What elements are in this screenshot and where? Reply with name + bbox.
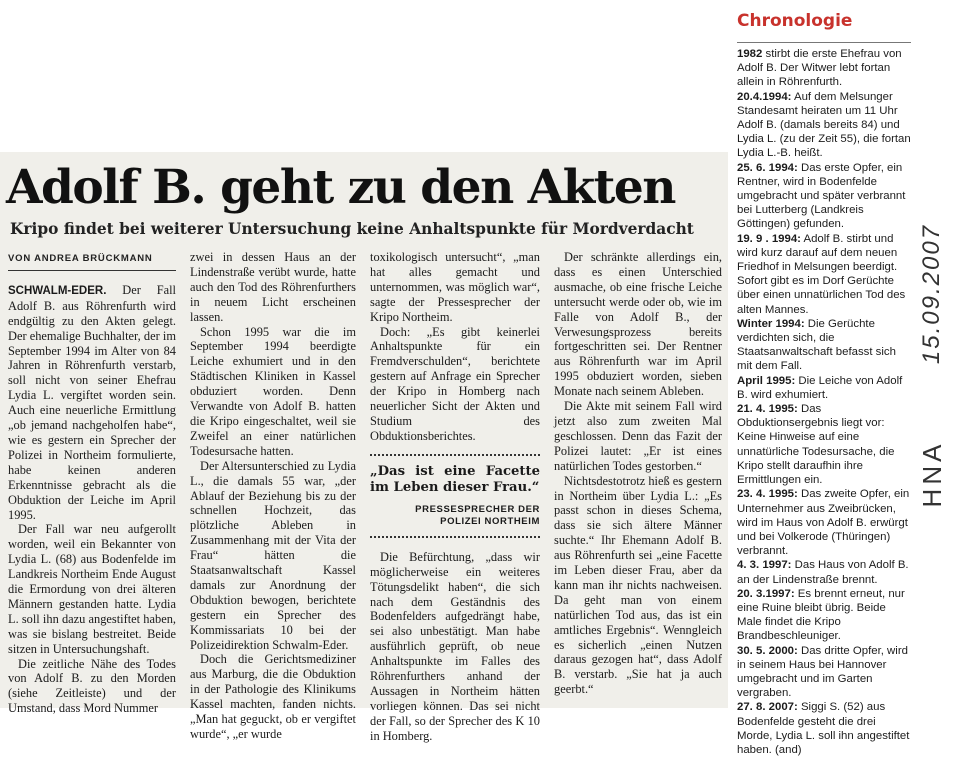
chronology-date: 4. 3. 1997: [737, 559, 792, 572]
chronology-item [733, 700, 911, 757]
chronology-date: 25. 6. 1994: [737, 161, 798, 174]
chronology-text: Das erste Opfer, ein Rentner, wird in Bodenfelde umgebracht und später verbrannt bei Lutterberg (Landkreis Göttingen) gefunden. [737, 161, 906, 231]
chronology-sidebar [733, 0, 911, 756]
paragraph: Doch: „Es gibt keinerlei Anhaltspunkte für ein Fremdverschulden“, berichtete gestern auf Anfrage ein Sprecher der Kripo in Homberg nach neuerlicher Sicht der Akten und Studium des Obduktionsberichtes. [370, 324, 540, 443]
chronology-text: Das dritte Opfer, wird in seinem Haus bei Hannover umgebracht und im Garten vergraben. [737, 644, 908, 700]
chronology-text: Das Obduktionsergebnis liegt vor: Keine Hinweise auf eine unnatürliche Todesursache, die Kripo stellt daraufhin ihre Ermittlungen ein. [737, 403, 895, 487]
handwritten-date: 15.09.2007 [918, 223, 945, 365]
dateline: SCHWALM-EDER. [8, 284, 107, 297]
chronology-date: 1982 [737, 48, 763, 60]
divider [737, 32, 911, 43]
chronology-text: Auf dem Melsunger Standesamt heiraten um 11 Uhr Adolf B. (damals bereits 84) und Lydia L. (zu der Zeit 55), die fortan Lydia L.-B. heißt. [737, 90, 911, 160]
chronology-item [733, 402, 911, 487]
chronology-date: Winter 1994: [737, 317, 805, 330]
paragraph: Der Altersunterschied zu Lydia L., die damals 55 war, „der Ablauf der Beziehung bis zu der schnellen Hochzeit, das plötzliche Ableben in Zusammenhang mit der Vita der Frau“ hätten die Staatsanwaltschaft Kassel damals zur Anordnung der Obduktion bewogen, berichtete gestern ein Sprecher des Kommissariats 10 bei der Polizeidirektion Schwalm-Eder. [190, 458, 356, 652]
handwritten-source: HNA [917, 440, 947, 508]
chronology-text: stirbt die erste Ehefrau von Adolf B. Der Witwer lebt fortan allein in Röhrenfurth. [737, 48, 902, 89]
chronology-date: 27. 8. 2007: [737, 701, 798, 714]
pull-quote-source: PRESSESPRECHER DER POLIZEI NORTHEIM [370, 504, 540, 538]
paragraph: Nichtsdestotrotz hieß es gestern in Northeim über Lydia L.: „Es passt schon in dieses Schema, dass sie sich ältere Männer suchte.“ Ihr Ehemann Adolf B. aus Röhrenfurth sei „eine Facette im Leben dieser Frau, aber da kann man ihr nichts nachweisen. Da geht man von einem natürlichen Tod aus, das ist ein amtliches Ergebnis“. Wenngleich es sicherlich „einen Nutzen daraus gezogen hat“, dass Adolf B. verstarb. „Sie hat ja auch geerbt.“ [554, 473, 722, 697]
chronology-date: April 1995: [737, 374, 796, 387]
chronology-text: Das Haus von Adolf B. an der Lindenstraße brennt. [737, 559, 909, 586]
chronology-text: Es brennt erneut, nur eine Ruine bleibt übrig. Beide Male findet die Kripo Brandbeschleuniger. [737, 587, 905, 643]
paragraph: Doch die Gerichtsmediziner aus Marburg, die die Obduktion in der Pathologie des Klinikums Kassel machten, fanden nichts. „Man hat geguckt, ob er vergiftet wurde“, „er wurde [190, 652, 356, 741]
pull-quote [370, 454, 540, 496]
paragraph: Der schränkte allerdings ein, dass es einen Unterschied ausmache, ob eine frische Leiche untersucht werde oder ob, wie im Falle von Adolf B., der Verwesungsprozess bereits fortgeschritten sei. Der Rentner aus Röhrenfurth war im April 1995 obduziert worden, sieben Monate nach seinem Ableben. [554, 250, 722, 399]
chronology-date: 30. 5. 2000: [737, 644, 798, 657]
article-column-2 [190, 250, 356, 741]
chronology-date: 20.4.1994: [737, 90, 792, 103]
paragraph: Die zeitliche Nähe des Todes von Adolf B. zu den Morden (siehe Zeitleiste) und der Umstand, dass Mord Nummer [8, 656, 176, 716]
chronology-text: Siggi S. (52) aus Bodenfelde gesteht die drei Morde, Lydia L. soll ihn angestiftet haben. (and) [737, 701, 910, 756]
paragraph: Der Fall war neu aufgerollt worden, weil ein Bekannter von Lydia L. (68) aus Bodenfelde im Landkreis Northeim Ende August die Ermordung von drei älteren Männern gestanden hatte. Lydia L. soll ihn dazu angestiftet haben, was sie bislang bestreitet. Beide sitzen in Untersuchungshaft. [8, 522, 176, 656]
chronology-item [733, 90, 911, 161]
paragraph: zwei in dessen Haus an der Lindenstraße verübt wurde, hatte auch den Tod des Röhrenfurthers in neuem Licht erscheinen lassen. [190, 250, 356, 324]
chronology-text: Das zweite Opfer, ein Unternehmer aus Zweibrücken, wird im Haus von Adolf B. erwürgt und bei Volkerode (Thüringen) verbrannt. [737, 488, 910, 558]
subheadline: Kripo findet bei weiterer Untersuchung keine Anhaltspunkte für Mordverdacht [10, 220, 694, 238]
paragraph: Schon 1995 war die im September 1994 beerdigte Leiche exhumiert und in den Städtischen Kliniken in Kassel obduziert worden. Denn Verwandte von Adolf B. hatten die Kripo eingeschaltet, weil sie Zweifel an einer natürlichen Todesursache hatten. [190, 324, 356, 458]
chronology-text: Die Gerüchte verdichten sich, die Staatsanwaltschaft befasst sich mit dem Fall. [737, 317, 896, 373]
paragraph: Die Befürchtung, „dass wir möglicherweise ein weiteres Tötungsdelikt haben“, die sich nach dem Geständnis des Bodenfelders aufgedrängt habe, sei also unbestätigt. Man habe ausführlich geprüft, ob neue Anhaltspunkte im Falles des Röhrenfurthers anhand der Aussagen in Northeim hätten vorliegen können. Das sei nicht der Fall, so der Sprecher des K 10 in Homberg. [370, 549, 540, 743]
handwritten-annotations [908, 140, 954, 540]
chronology-item [733, 232, 911, 317]
chronology-date: 23. 4. 1995: [737, 488, 798, 501]
paragraph: Die Akte mit seinem Fall wird jetzt also zum zweiten Mal geschlossen. Denn das Fazit der Polizei lautet: „Er ist eines natürlichen Todes gestorben.“ [554, 399, 722, 473]
chronology-item [733, 558, 911, 586]
chronology-text: Adolf B. stirbt und wird kurz darauf auf dem neuen Friedhof in Melsungen beerdigt. Sofort gibt es im Dorf Gerüchte über einen unnatürlichen Tod des alten Mannes. [737, 232, 906, 316]
chronology-item [733, 587, 911, 644]
chronology-item [733, 487, 911, 558]
chronology-date: 20. 3.1997: [737, 587, 795, 600]
byline: VON ANDREA BRÜCKMANN [8, 250, 176, 271]
article-column-4 [554, 250, 722, 706]
chronology-date: 21. 4. 1995: [737, 403, 798, 416]
chronology-date: 19. 9 . 1994: [737, 232, 801, 245]
chronology-item [733, 317, 911, 374]
newspaper-clipping [0, 152, 728, 743]
chronology-text: Die Leiche von Adolf B. wird exhumiert. [737, 374, 903, 401]
chronology-item [733, 161, 911, 232]
chronology-list [733, 47, 911, 757]
chronology-item [733, 47, 911, 90]
paragraph: toxikologisch untersucht“, „man hat alles gemacht und unternommen, was möglich war“, sagte der Pressesprecher der Kripo Northeim. [370, 250, 540, 324]
headline: Adolf B. geht zu den Akten [6, 160, 675, 215]
chronology-title: Chronologie [737, 11, 853, 31]
article-column-3 [370, 250, 540, 743]
article-column-1 [8, 250, 176, 716]
chronology-item [733, 644, 911, 701]
pull-quote-text: „Das ist eine Facette im Leben dieser Frau.“ [370, 463, 540, 495]
chronology-item [733, 374, 911, 402]
paragraph: SCHWALM-EDER. Der Fall Adolf B. aus Röhrenfurth wird endgültig zu den Akten gelegt. Der ehemalige Buchhalter, der im September 1994 im Alter von 84 Jahren in Röhrenfurth verstarb, soll nicht von seiner Ehefrau Lydia L. vergiftet worden sein. Auch eine neuerliche Ermittlung „ob jemand nachgeholfen habe“, wie es gestern ein Sprecher der Polizei in Northeim formulierte, habe keinen anderen Erkenntnisse gebracht als die Obduktion der Leiche im April 1995. [8, 282, 176, 522]
